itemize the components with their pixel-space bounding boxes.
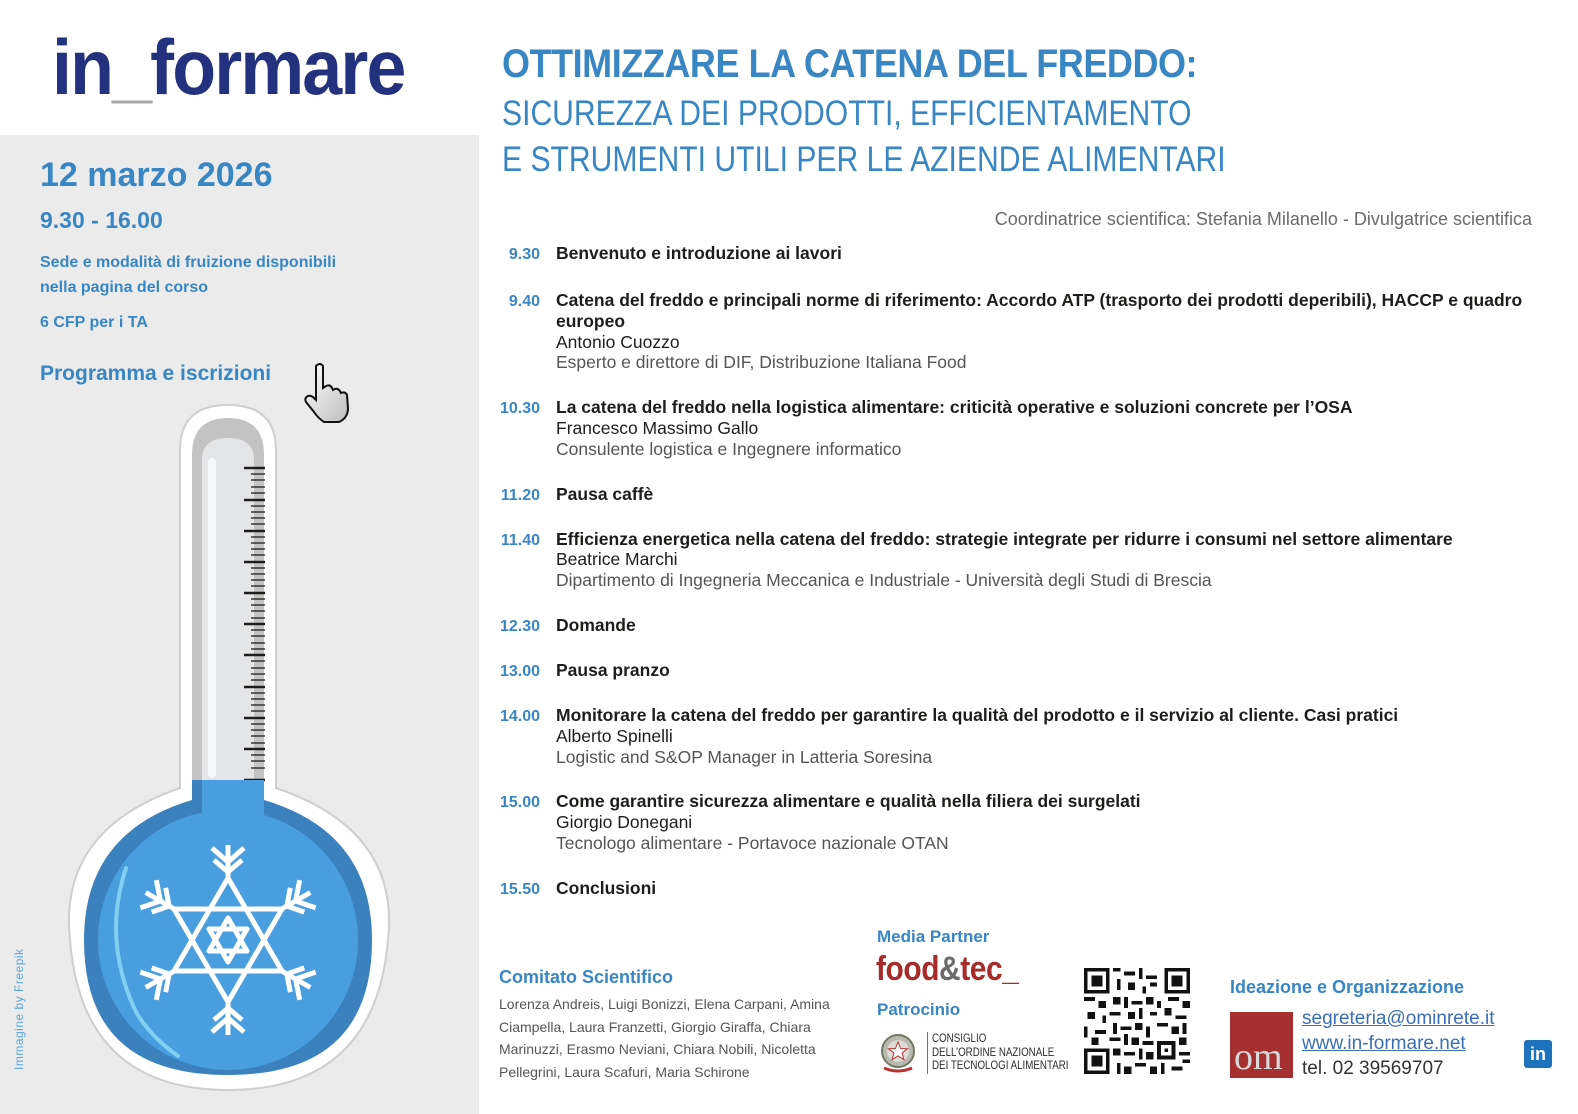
om-logo-text: om [1234, 1036, 1283, 1078]
agenda-time: 14.00 [499, 707, 540, 725]
qr-code[interactable] [1084, 968, 1190, 1074]
email-link[interactable]: segreteria@ominrete.it [1302, 1008, 1495, 1029]
program-registration-link[interactable]: Programma e iscrizioni [40, 362, 272, 385]
page-subtitle [502, 91, 1226, 183]
foodtec-logo [876, 950, 1018, 989]
subtitle-line-1: SICUREZZA DEI PRODOTTI, EFFICIENTAMENTO [502, 94, 1192, 133]
agenda-time: 13.00 [499, 662, 540, 680]
agenda-item [482, 705, 1542, 767]
agenda-item [482, 660, 1542, 681]
agenda-time: 10.30 [499, 400, 540, 418]
agenda-time: 9.40 [508, 293, 540, 310]
agenda-time: 15.50 [499, 880, 540, 898]
agenda-talk: Come garantire sicurezza alimentare e qualità nella filiera dei surgelati [556, 791, 1141, 812]
om-logo [1230, 1012, 1293, 1078]
agenda-talk: Efficienza energetica nella catena del freddo: strategie integrate per ridurre i consumi nel settore alimentare [556, 528, 1453, 549]
agenda-time: 12.30 [499, 617, 540, 635]
phone-number: tel. 02 39569707 [1302, 1058, 1444, 1079]
agenda-speaker: Giorgio Donegani [556, 812, 693, 833]
agenda-item [482, 290, 1542, 373]
agenda-talk: Benvenuto e introduzione ai lavori [556, 243, 842, 263]
agenda-item [482, 397, 1542, 459]
committee-members: Lorenza Andreis, Luigi Bonizzi, Elena Carpani, Amina Ciampella, Laura Franzetti, Giorgio Giraffa, Chiara Marinuzzi, Erasmo Neviani, Chiara Nobili, Nicoletta Pellegrini, Laura Scafuri, Maria Schirone [499, 996, 830, 1080]
agenda-talk: Pausa pranzo [556, 659, 670, 680]
scientific-coordinator: Coordinatrice scientifica: Stefania Milanello - Divulgatrice scientifica [994, 209, 1532, 229]
organization-heading: Ideazione e Organizzazione [1230, 977, 1465, 997]
subtitle-line-2: E STRUMENTI UTILI PER LE AZIENDE ALIMENTARI [502, 140, 1226, 179]
agenda-speaker-role: Logistic and S&OP Manager in Latteria Soresina [556, 746, 933, 767]
agenda-speaker-role: Tecnologo alimentare - Portavoce nazionale OTAN [556, 832, 949, 853]
agenda-list [482, 243, 1542, 923]
agenda-time: 9.30 [508, 246, 540, 263]
patronage-divider [927, 1032, 928, 1074]
committee-heading: Comitato Scientifico [499, 967, 674, 987]
patronage-org-line-1: CONSIGLIO [932, 1033, 987, 1045]
agenda-speaker: Alberto Spinelli [556, 725, 673, 746]
logo-underscore: _ [112, 23, 151, 111]
agenda-talk: Monitorare la catena del freddo per garantire la qualità del prodotto e il servizio al cliente. Casi pratici [556, 704, 1399, 725]
thermometer-snowflake-illustration [60, 400, 400, 1100]
agenda-speaker-role: Dipartimento di Ingegneria Meccanica e Industriale - Università degli Studi di Brescia [556, 570, 1212, 591]
agenda-talk: Domande [556, 614, 636, 635]
website-link[interactable]: www.in-formare.net [1302, 1033, 1466, 1054]
agenda-item [482, 484, 1542, 505]
agenda-talk: Conclusioni [556, 877, 657, 898]
agenda-item [482, 615, 1542, 636]
patronage-organization [932, 1033, 1069, 1074]
logo-part-formare: formare [150, 23, 405, 111]
foodtec-logo-amp: & [939, 950, 961, 988]
agenda-time: 11.40 [500, 531, 540, 549]
foodtec-logo-tec: tec_ [960, 950, 1019, 988]
agenda-talk: Catena del freddo e principali norme di riferimento: Accordo ATP (trasporto dei prodotti deperibili), HACCP e quadro europeo [556, 290, 1523, 331]
italian-republic-emblem-icon [878, 1032, 918, 1074]
logo-part-in: in [52, 23, 113, 111]
agenda-speaker: Antonio Cuozzo [556, 331, 680, 352]
page-title: OTTIMIZZARE LA CATENA DEL FREDDO: [502, 42, 1198, 86]
event-date: 12 marzo 2026 [40, 156, 273, 194]
agenda-item [482, 878, 1542, 899]
foodtec-logo-food: food [876, 950, 940, 988]
contact-block [1302, 1006, 1494, 1081]
linkedin-icon[interactable]: in [1524, 1040, 1552, 1068]
agenda-speaker-role: Consulente logistica e Ingegnere informatico [556, 438, 902, 459]
patronage-org-line-2: DELL’ORDINE NAZIONALE [932, 1046, 1055, 1059]
agenda-item [482, 791, 1542, 853]
agenda-talk: Pausa caffè [556, 483, 654, 504]
agenda-time: 15.00 [499, 794, 540, 812]
agenda-item [482, 243, 1542, 264]
event-venue-note: Sede e modalità di fruizione disponibili nella pagina del corso [40, 254, 337, 296]
event-cfp: 6 CFP per i TA [40, 314, 148, 331]
agenda-speaker: Beatrice Marchi [556, 549, 678, 570]
patronage-heading: Patrocinio [877, 1000, 961, 1019]
agenda-speaker: Francesco Massimo Gallo [556, 417, 759, 438]
agenda-item [482, 529, 1542, 591]
media-partner-heading: Media Partner [877, 927, 990, 946]
in-formare-logo [52, 23, 405, 111]
agenda-time: 11.20 [500, 486, 540, 504]
agenda-talk: La catena del freddo nella logistica alimentare: criticità operative e soluzioni concrete per l’OSA [556, 397, 1353, 418]
patronage-org-line-3: DEI TECNOLOGI ALIMENTARI [932, 1060, 1069, 1073]
event-hours: 9.30 - 16.00 [40, 207, 163, 233]
agenda-speaker-role: Esperto e direttore di DIF, Distribuzione Italiana Food [556, 352, 967, 373]
image-credit: Immagine by Freepik [12, 948, 26, 1070]
